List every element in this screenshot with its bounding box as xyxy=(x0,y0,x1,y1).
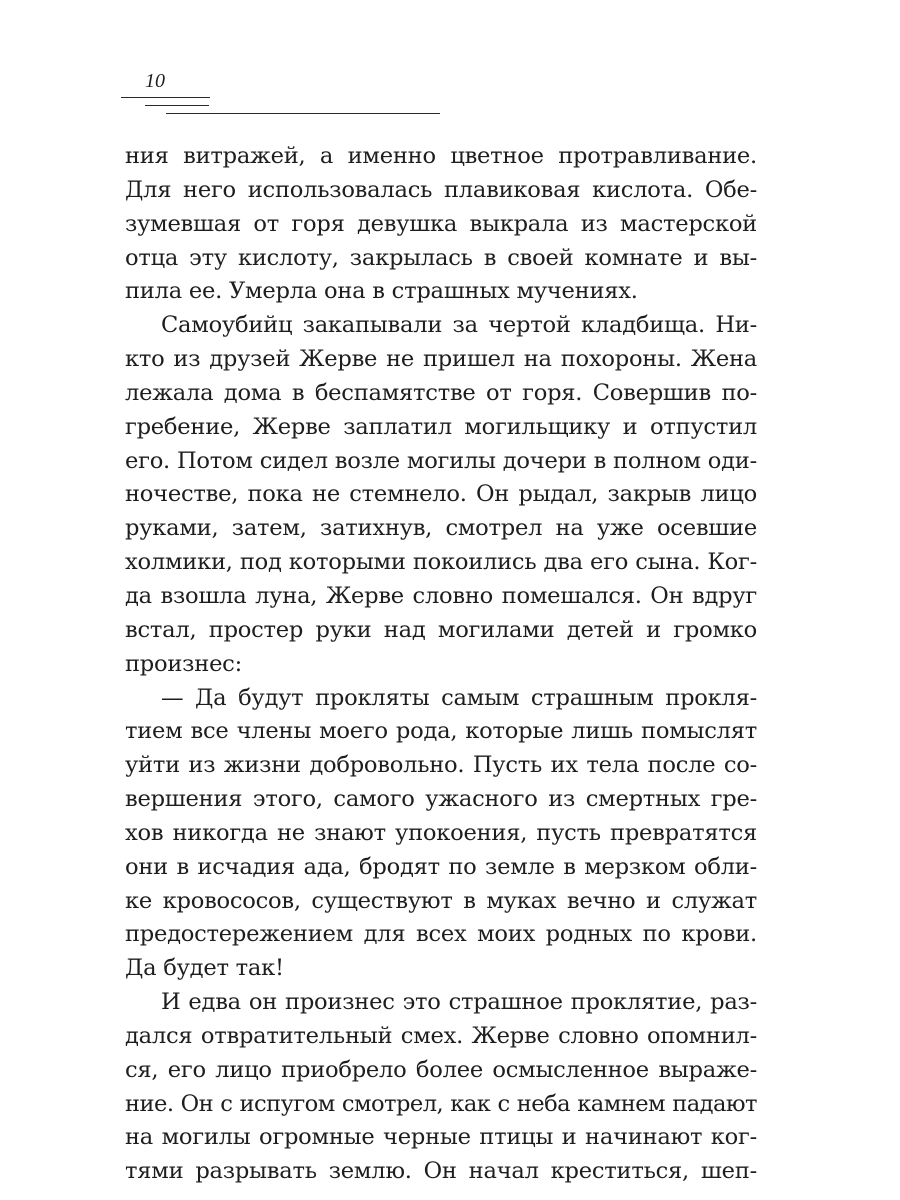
text-line: предостережением для всех моих родных по крови. xyxy=(125,921,757,948)
text-line: ние. Он с испугом смотрел, как с неба камнем падают xyxy=(125,1090,757,1117)
text-line: ся, его лицо приобрело более осмысленное выраже- xyxy=(125,1056,757,1083)
text-line: Да будет так! xyxy=(125,955,284,982)
text-line: да взошла луна, Жерве словно помешался. Он вдруг xyxy=(125,582,757,609)
text-line: ночестве, пока не стемнело. Он рыдал, закрыв лицо xyxy=(125,481,757,508)
text-line: ке кровососов, существуют в муках вечно и служат xyxy=(125,887,757,914)
text-line: отца эту кислоту, закрылась в своей комнате и вы- xyxy=(125,244,757,271)
text-line: тием все члены моего рода, которые лишь помыслят xyxy=(125,718,757,745)
text-line: И едва он произнес это страшное проклятие, раз- xyxy=(161,989,757,1016)
text-line: руками, затем, затихнув, смотрел на уже осевшие xyxy=(125,515,757,542)
text-line: они в исчадия ада, бродят по земле в мерзком обли- xyxy=(125,853,757,880)
text-line: Самоубийц закапывали за чертой кладбища. Ни- xyxy=(161,312,757,339)
text-line: пила ее. Умерла она в страшных мучениях. xyxy=(125,278,638,305)
text-line: его. Потом сидел возле могилы дочери в полном оди- xyxy=(125,447,757,474)
header-rule-bottom xyxy=(166,113,440,114)
text-line: хов никогда не знают упокоения, пусть превратятся xyxy=(125,819,757,846)
text-line: на могилы огромные черные птицы и начинают ког- xyxy=(125,1124,757,1151)
body-text xyxy=(125,140,757,1189)
text-line: кто из друзей Жерве не пришел на похороны. Жена xyxy=(125,346,757,373)
text-line: дался отвратительный смех. Жерве словно опомнил- xyxy=(125,1022,757,1049)
text-line: зумевшая от горя девушка выкрала из мастерской xyxy=(125,210,757,237)
page-number: 10 xyxy=(145,70,165,92)
text-line: лежала дома в беспамятстве от горя. Совершив по- xyxy=(125,379,757,406)
header-rule-middle xyxy=(145,105,209,106)
text-line: холмики, под которыми покоились два его сына. Ког- xyxy=(125,549,757,576)
text-line: вершения этого, самого ужасного из смертных гре- xyxy=(125,786,757,813)
text-line: Для него использовалась плавиковая кислота. Обе- xyxy=(125,176,757,203)
text-line: уйти из жизни добровольно. Пусть их тела после со- xyxy=(125,752,757,779)
text-line: тями разрывать землю. Он начал креститься, шеп- xyxy=(125,1158,757,1185)
text-line: ния витражей, а именно цветное протравливание. xyxy=(125,143,757,169)
text-line: встал, простер руки над могилами детей и громко xyxy=(125,616,757,643)
text-line: произнес: xyxy=(125,650,242,677)
text-line: гребение, Жерве заплатил могильщику и отпустил xyxy=(125,413,757,440)
header-rule-top xyxy=(121,97,210,98)
text-line: — Да будут прокляты самым страшным прокля- xyxy=(161,684,757,711)
